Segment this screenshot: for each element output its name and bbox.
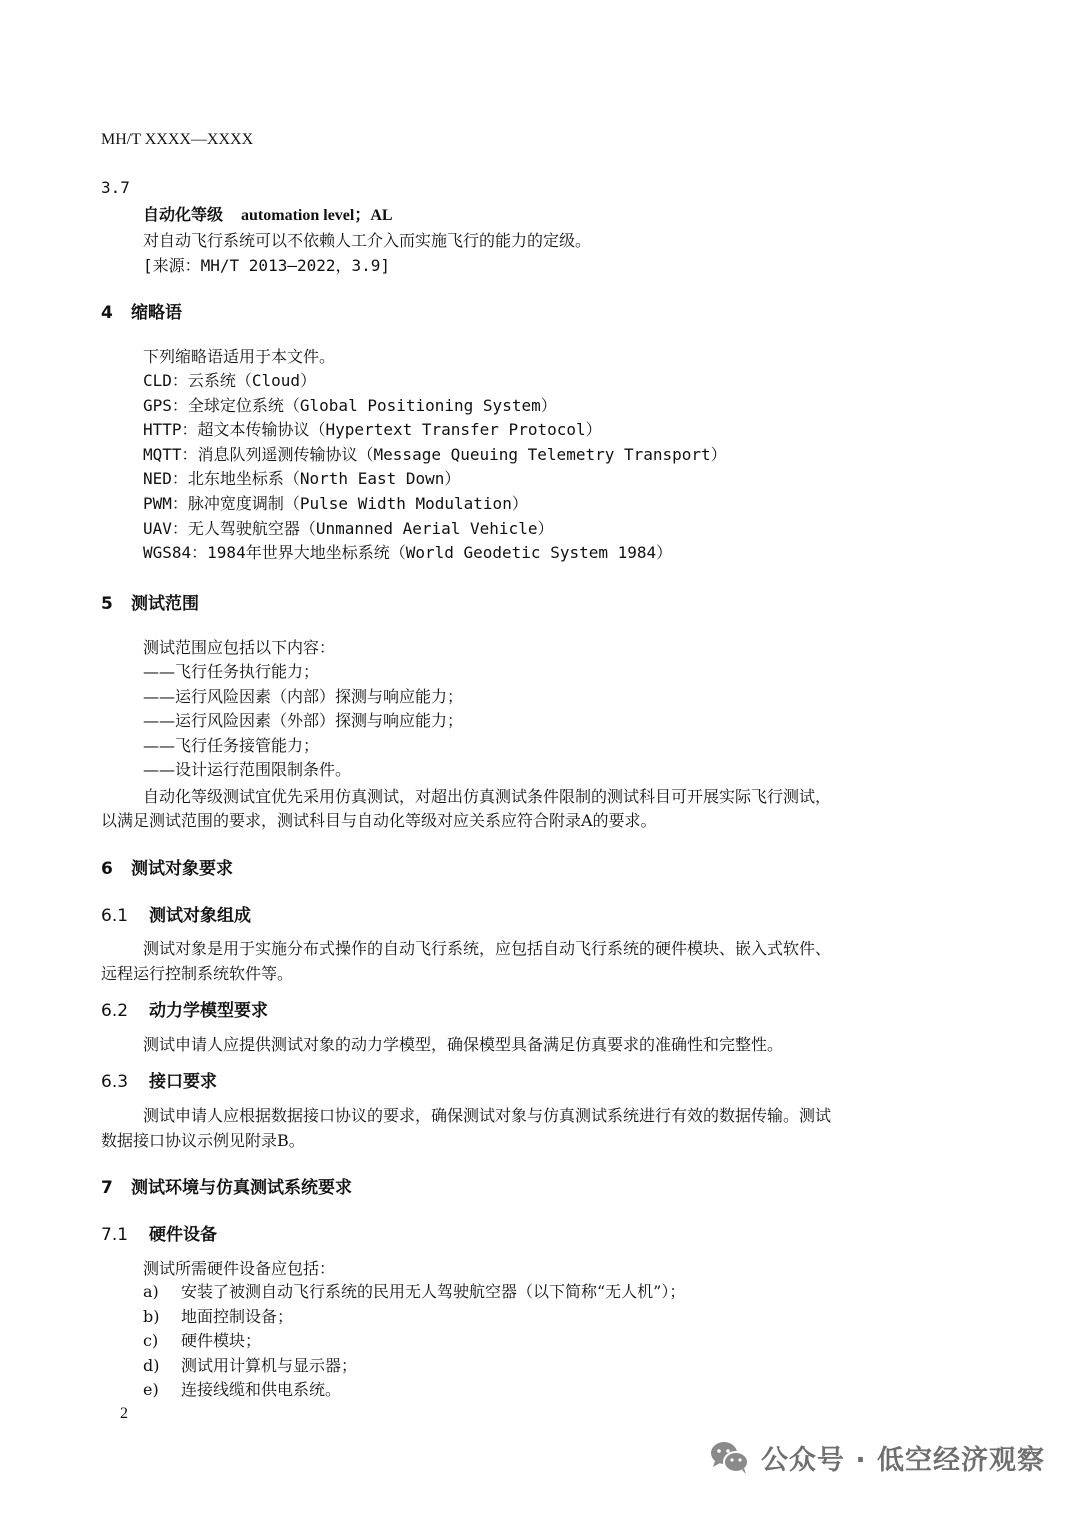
list-item: GPS：全球定位系统（Global Positioning System） <box>143 395 557 415</box>
list-item: CLD：云系统（Cloud） <box>143 371 317 390</box>
subsection-heading-6-3: 6.3 接口要求 <box>101 1072 217 1092</box>
section-heading-4: 4 缩略语 <box>101 303 182 323</box>
list-item: WGS84：1984年世界大地坐标系统（World Geodetic System 1984） <box>143 543 673 563</box>
scope-paragraph-line-2: 以满足测试范围的要求，测试科目与自动化等级对应关系应符合附录A的要求。 <box>101 811 657 830</box>
term-definition: 对自动飞行系统可以不依赖人工介入而实施飞行的能力的定级。 <box>143 231 592 250</box>
list-item: HTTP：超文本传输协议（Hypertext Transfer Protocol） <box>143 420 602 440</box>
paragraph-6-1-line-1: 测试对象是用于实施分布式操作的自动飞行系统，应包括自动飞行系统的硬件模块、嵌入式软件、 <box>143 939 832 958</box>
scope-paragraph-line-1: 自动化等级测试宜优先采用仿真测试，对超出仿真测试条件限制的测试科目可开展实际飞行测试， <box>143 787 832 806</box>
scope-intro: 测试范围应包括以下内容： <box>143 638 336 657</box>
subsection-heading-6-2: 6.2 动力学模型要求 <box>101 1001 268 1021</box>
list-item: e) 连接线缆和供电系统。 <box>143 1380 342 1400</box>
scope-list <box>143 660 463 783</box>
list-item: a) 安装了被测自动飞行系统的民用无人驾驶航空器（以下简称“无人机”）； <box>143 1282 686 1301</box>
wechat-icon <box>709 1440 751 1476</box>
section-heading-6: 6 测试对象要求 <box>101 859 233 879</box>
watermark <box>709 1438 1045 1477</box>
list-item: MQTT：消息队列遥测传输协议（Message Queuing Telemetry Transport） <box>143 444 727 464</box>
subsection-heading-7-1: 7.1 硬件设备 <box>101 1225 217 1245</box>
list-item: PWM：脉冲宽度调制（Pulse Width Modulation） <box>143 493 528 513</box>
paragraph-6-3-line-2: 数据接口协议示例见附录B。 <box>101 1131 305 1150</box>
abbreviation-list <box>143 369 727 566</box>
term-source: [来源：MH/T 2013—2022，3.9] <box>143 256 391 275</box>
document-id: MH/T XXXX—XXXX <box>101 131 254 148</box>
term-chinese: 自动化等级 <box>143 205 224 224</box>
list-item: ——运行风险因素（外部）探测与响应能力； <box>143 711 464 731</box>
list-item: b) 地面控制设备； <box>143 1306 294 1326</box>
section-heading-5: 5 测试范围 <box>101 594 199 614</box>
list-item: d) 测试用计算机与显示器； <box>143 1355 358 1375</box>
term-entry <box>143 202 393 225</box>
abbreviations-intro: 下列缩略语适用于本文件。 <box>143 347 336 366</box>
list-item: ——飞行任务执行能力； <box>143 662 320 681</box>
list-item: ——飞行任务接管能力； <box>143 735 320 755</box>
list-item: NED：北东地坐标系（North East Down） <box>143 469 461 489</box>
term-english: automation level；AL <box>241 207 393 224</box>
section-heading-7: 7 测试环境与仿真测试系统要求 <box>101 1178 352 1198</box>
watermark-text: 公众号 · 低空经济观察 <box>760 1445 1045 1476</box>
paragraph-6-2-line-1: 测试申请人应提供测试对象的动力学模型，确保模型具备满足仿真要求的准确性和完整性。 <box>143 1035 784 1054</box>
list-item: c) 硬件模块； <box>143 1331 262 1351</box>
list-item: ——设计运行范围限制条件。 <box>143 760 352 780</box>
hardware-intro: 测试所需硬件设备应包括： <box>143 1259 336 1278</box>
paragraph-6-1-line-2: 远程运行控制系统软件等。 <box>101 964 294 983</box>
page-number: 2 <box>120 1405 128 1422</box>
list-item: UAV：无人驾驶航空器（Unmanned Aerial Vehicle） <box>143 518 554 538</box>
list-item: ——运行风险因素（内部）探测与响应能力； <box>143 686 464 706</box>
paragraph-6-3-line-1: 测试申请人应根据数据接口协议的要求，确保测试对象与仿真测试系统进行有效的数据传输。测试 <box>143 1106 832 1125</box>
clause-number-3-7: 3.7 <box>101 178 130 197</box>
hardware-list <box>143 1280 685 1403</box>
subsection-heading-6-1: 6.1 测试对象组成 <box>101 906 251 926</box>
